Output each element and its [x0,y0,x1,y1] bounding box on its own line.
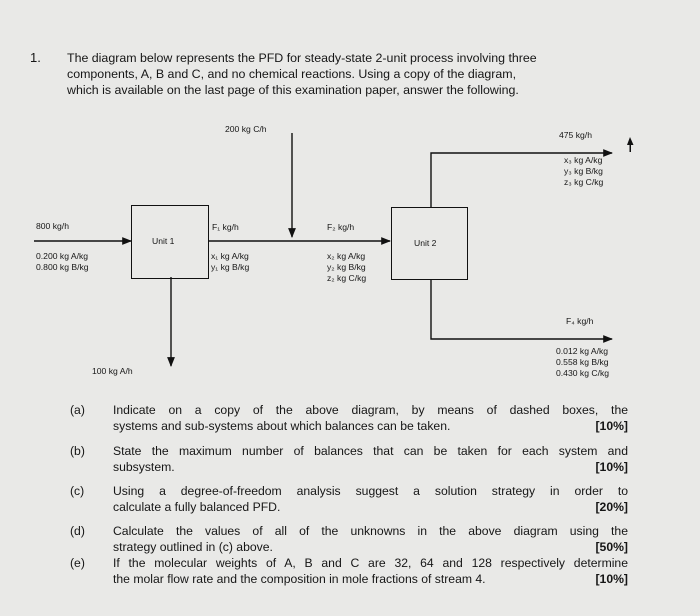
f1-label: F₁ kg/h [212,222,239,232]
part-text: Calculate the values of all of the unknowns in the above diagram using the strategy outlined in (c) above. [113,524,628,554]
part-marks: [50%] [595,539,628,554]
question-number: 1. [30,50,41,65]
part-letter: (d) [70,524,85,538]
part-marks: [10%] [595,459,628,474]
c-feed-label: 200 kg C/h [225,124,267,134]
feed-flow-label: 800 kg/h [36,221,69,231]
intro-line: The diagram below represents the PFD for steady-state 2-unit process involving three [67,51,537,65]
part-letter: (b) [70,444,85,458]
top-product-label: 475 kg/h [559,130,592,140]
top-product-composition: x₃ kg A/kg y₃ kg B/kg z₃ kg C/kg [564,155,604,187]
part-letter: (c) [70,484,85,498]
part-text: Indicate on a copy of the above diagram, by means of dashed boxes, the systems and sub-systems about which balances can be taken. [113,403,628,433]
f2-composition: x₂ kg A/kg y₂ kg B/kg z₂ kg C/kg [327,251,367,283]
part-letter: (e) [70,556,85,570]
f4-composition: 0.012 kg A/kg 0.558 kg B/kg 0.430 kg C/kg [556,346,610,378]
f2-label: F₂ kg/h [327,222,355,232]
f4-product-line [431,279,612,339]
part-text: State the maximum number of balances that can be taken for each system and subsystem. [113,444,628,474]
part-text: Using a degree-of-freedom analysis suggest a solution strategy in order to calculate a fully balanced PFD. [113,484,628,514]
intro-line: which is available on the last page of this examination paper, answer the following. [67,83,519,97]
cursor-arrow-icon [627,137,634,152]
part-marks: [10%] [595,571,628,586]
feed-composition: 0.200 kg A/kg 0.800 kg B/kg [36,251,89,272]
part-marks: [20%] [595,499,628,514]
unit-2-label: Unit 2 [414,238,437,248]
part-text: If the molecular weights of A, B and C are 32, 64 and 128 respectively determine the molar flow rate and the composition in mole fractions of stream 4. [113,556,628,586]
intro-line: components, A, B and C, and no chemical reactions. Using a copy of the diagram, [67,67,517,81]
a-out-label: 100 kg A/h [92,366,133,376]
part-letter: (a) [70,403,85,417]
f4-label: F₄ kg/h [566,316,594,326]
unit-1-label: Unit 1 [152,236,175,246]
part-marks: [10%] [595,418,628,433]
f1-composition: x₁ kg A/kg y₁ kg B/kg [211,251,250,272]
